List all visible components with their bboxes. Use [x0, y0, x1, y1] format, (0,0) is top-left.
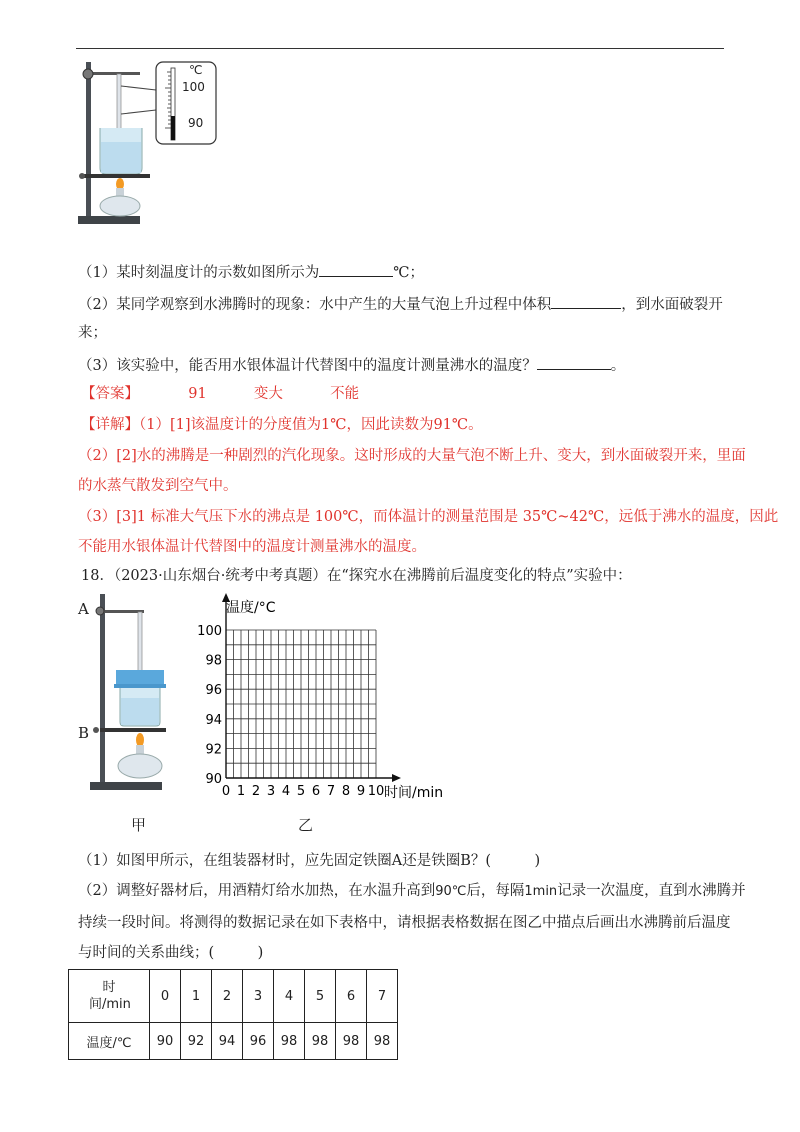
table-cell: 2	[212, 970, 243, 1023]
x-tick-label: 8	[341, 784, 351, 799]
label-ring-b: B	[78, 724, 90, 742]
scale-unit-label: ℃	[189, 63, 203, 77]
burner-neck	[136, 745, 144, 754]
x-tick-label: 1	[236, 784, 246, 799]
detail-2b: 的水蒸气散发到空气中。	[78, 478, 238, 494]
burner-neck	[116, 188, 124, 196]
table-row-time	[69, 970, 398, 1023]
x-axis-arrow	[392, 774, 401, 782]
q17-part-1	[78, 261, 424, 283]
q17-part-3-text: （3）该实验中，能否用水银体温计代替图中的温度计测量沸水的温度？	[78, 358, 537, 374]
data-table	[68, 969, 398, 1060]
table-row-temp	[69, 1023, 398, 1060]
x-tick-label: 7	[326, 784, 336, 799]
y-tick-label: 98	[205, 653, 222, 669]
q18-part-2-text-c: 记录一次温度，直到水沸腾并	[557, 883, 746, 899]
table-cell: 92	[181, 1023, 212, 1060]
y-tick-labels	[197, 624, 222, 787]
detail-3a: （3）[3]1 标准大气压下水的沸点是 100℃，而体温计的测量范围是 35℃~42℃，远低于沸水的温度，因此	[78, 509, 779, 525]
flame-icon	[136, 733, 144, 747]
q18-part-2-cont: 持续一段时间。将测得的数据记录在如下表格中，请根据表格数据在图乙中描点后画出水沸腾前后温度	[78, 915, 731, 931]
x-tick-label: 2	[251, 784, 261, 799]
x-tick-label: 10	[367, 784, 385, 799]
table-cell: 4	[274, 970, 305, 1023]
x-tick-label: 0	[221, 784, 231, 799]
table-cell: 90	[150, 1023, 181, 1060]
beaker-water	[101, 142, 141, 173]
x-tick-labels	[222, 784, 384, 799]
y-tick-label: 94	[205, 712, 222, 728]
stand-rod	[100, 594, 105, 786]
scale-label-90: 90	[188, 116, 204, 130]
callout-box	[156, 62, 216, 144]
mercury-column	[171, 116, 175, 140]
q18-part-2-text-b: 后，每隔	[466, 883, 525, 899]
stand-base	[90, 782, 162, 790]
x-tick-label: 4	[281, 784, 291, 799]
x-tick-label: 3	[266, 784, 276, 799]
q17-part-1-unit: ℃；	[393, 265, 424, 281]
table-cell: 1	[181, 970, 212, 1023]
answer-3: 不能	[330, 386, 360, 402]
time-header-text: 时间/min	[89, 980, 131, 1012]
x-axis-label: 时间/min	[384, 785, 444, 801]
stand-rod	[86, 62, 91, 220]
q18-part-2-end: 与时间的关系曲线；( )	[78, 945, 264, 961]
clamp-knob-a	[96, 607, 104, 615]
table-cell: 98	[305, 1023, 336, 1060]
temperature-time-chart	[190, 590, 450, 805]
q17-part-2	[78, 293, 723, 315]
caption-yi: 乙	[298, 816, 314, 834]
ring-knob-b	[93, 727, 99, 733]
y-tick-label: 90	[205, 772, 222, 787]
q17-part-1-text: （1）某时刻温度计的示数如图所示为	[78, 265, 320, 281]
beaker-water	[121, 698, 159, 725]
clamp-arm-a	[100, 610, 144, 613]
stand-base	[78, 216, 140, 224]
q18-part-2-temp: 90℃	[435, 884, 467, 899]
q17-part-3	[78, 354, 625, 376]
x-tick-label: 6	[311, 784, 321, 799]
detail-1: 【详解】（1）[1]该温度计的分度值为1℃，因此读数为91℃。	[81, 417, 483, 433]
clamp-arm	[88, 72, 140, 75]
answer-label: 【答案】	[81, 386, 139, 402]
q18-part-2-text-a: （2）调整好器材后，用酒精灯给水加热，在水温升高到	[78, 883, 436, 899]
x-tick-label: 9	[356, 784, 366, 799]
q18-part-2	[78, 881, 746, 902]
q17-answer-blank-3[interactable]	[537, 354, 611, 370]
table-header-temp: 温度/℃	[69, 1023, 150, 1060]
table-cell: 3	[243, 970, 274, 1023]
y-tick-label: 100	[197, 624, 222, 639]
clamp-knob	[83, 69, 93, 79]
answer-1: 91	[188, 386, 207, 402]
boiling-apparatus-figure-1	[72, 56, 232, 231]
support-ring	[84, 174, 150, 178]
table-cell: 98	[274, 1023, 305, 1060]
q17-part-2-cont: 来；	[78, 325, 107, 341]
q17-part-2-text-end: ，到水面破裂开	[621, 297, 723, 313]
table-header-time	[69, 970, 150, 1023]
ring-knob	[79, 173, 85, 179]
table-cell: 98	[336, 1023, 367, 1060]
callout-line	[121, 86, 156, 90]
header-rule	[76, 48, 724, 49]
detail-3b: 不能用水银体温计代替图中的温度计测量沸水的温度。	[78, 539, 426, 555]
chart-grid	[226, 630, 376, 778]
q17-answer-blank-1[interactable]	[319, 261, 393, 277]
label-ring-a: A	[78, 600, 89, 618]
alcohol-lamp	[100, 196, 140, 216]
alcohol-lamp	[118, 754, 162, 778]
callout-line	[121, 110, 156, 114]
table-cell: 94	[212, 1023, 243, 1060]
answer-2: 变大	[253, 386, 283, 402]
caption-jia: 甲	[131, 816, 147, 834]
table-cell: 96	[243, 1023, 274, 1060]
answer-row	[81, 384, 359, 404]
apparatus-figure-jia	[86, 590, 186, 795]
y-tick-label: 96	[205, 683, 222, 699]
scale-label-100: 100	[182, 80, 205, 94]
table-cell: 7	[367, 970, 398, 1023]
lid-rim	[114, 684, 166, 688]
q17-part-2-text: （2）某同学观察到水沸腾时的现象：水中产生的大量气泡上升过程中体积	[78, 297, 552, 313]
x-tick-label: 5	[296, 784, 306, 799]
table-cell: 5	[305, 970, 336, 1023]
support-ring-b	[100, 728, 166, 732]
q18-stem: 18．（2023·山东烟台·统考中考真题）在“探究水在沸腾前后温度变化的特点”实验中：	[81, 568, 632, 584]
table-cell: 6	[336, 970, 367, 1023]
q18-part-1: （1）如图甲所示，在组装器材时，应先固定铁圈A还是铁圈B？( )	[78, 853, 541, 869]
y-axis-label: 温度/°C	[226, 600, 276, 616]
table-cell: 98	[367, 1023, 398, 1060]
beaker-lid	[116, 670, 164, 686]
table-cell: 0	[150, 970, 181, 1023]
y-tick-label: 92	[205, 742, 222, 758]
q17-answer-blank-2[interactable]	[551, 293, 621, 309]
q18-part-2-interval: 1min	[524, 884, 558, 899]
detail-2a: （2）[2]水的沸腾是一种剧烈的汽化现象。这时形成的大量气泡不断上升、变大，到水面破裂开来，里面	[78, 448, 746, 464]
q17-part-3-end: 。	[610, 358, 626, 374]
